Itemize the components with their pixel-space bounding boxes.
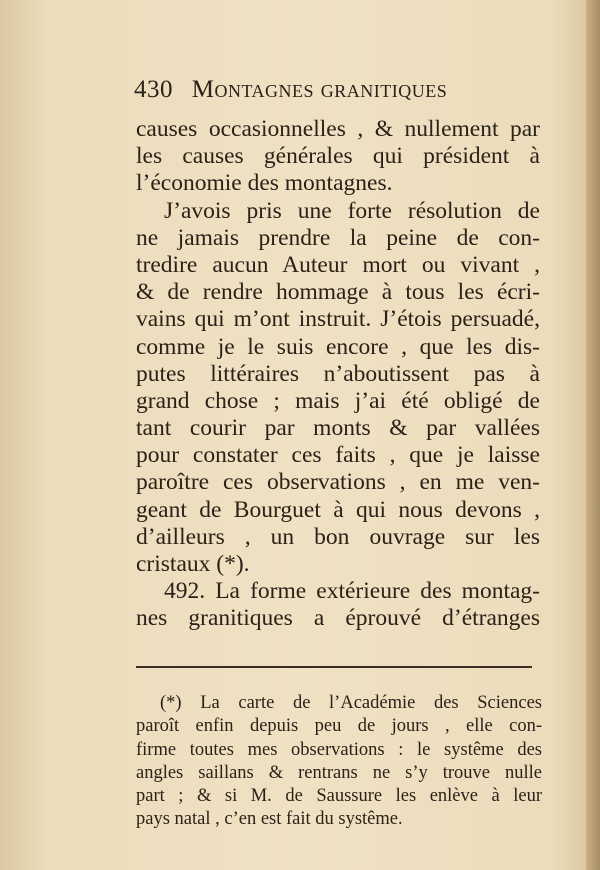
body-line: vains qui m’ont instruit. J’étois persuadé, (136, 306, 540, 333)
footnote-line: paroît enfin depuis peu de jours , elle con- (136, 716, 542, 737)
page-gutter (586, 0, 600, 870)
body-line: pour constater ces faits , que je laisse (136, 442, 540, 469)
footnote-line: angles saillans & rentrans ne s’y trouve nulle (136, 762, 542, 783)
body-line: nes granitiques a éprouvé d’étranges (136, 605, 540, 632)
body-line: grand chose ; mais j’ai été obligé de (136, 387, 540, 414)
body-line: ne jamais prendre la peine de con- (136, 224, 540, 251)
body-line: geant de Bourguet à qui nous devons , (136, 496, 540, 523)
body-text (136, 116, 540, 633)
body-line: 492. La forme extérieure des montag- (164, 578, 540, 605)
footnote-line: pays natal , c’en est fait du systême. (136, 809, 403, 830)
body-line: les causes générales qui président à (136, 143, 540, 170)
running-header (134, 76, 534, 104)
body-line: J’avois pris une forte résolution de (164, 197, 540, 224)
body-line: paroître ces observations , en me ven- (136, 469, 540, 496)
running-title: Montagnes granitiques (191, 76, 448, 103)
footnote (136, 692, 542, 832)
page-number: 430 (134, 76, 173, 103)
body-line: putes littéraires n’aboutissent pas à (136, 360, 540, 387)
footnote-rule (136, 666, 532, 668)
body-line: & de rendre hommage à tous les écri- (136, 279, 540, 306)
body-line: tant courir par monts & par vallées (136, 415, 540, 442)
footnote-line: firme toutes mes observations : le systême des (136, 739, 542, 760)
body-line: comme je le suis encore , que les dis- (136, 333, 540, 360)
body-line: l’économie des montagnes. (136, 170, 393, 197)
body-line: d’ailleurs , un bon ouvrage sur les (136, 523, 540, 550)
body-line: causes occasionnelles , & nullement par (136, 116, 540, 142)
footnote-line: (*) La carte de l’Académie des Sciences (160, 693, 542, 713)
body-line: cristaux (*). (136, 551, 250, 577)
footnote-line: part ; & si M. de Saussure les enlève à leur (136, 786, 542, 807)
body-line: tredire aucun Auteur mort ou vivant , (136, 251, 540, 278)
